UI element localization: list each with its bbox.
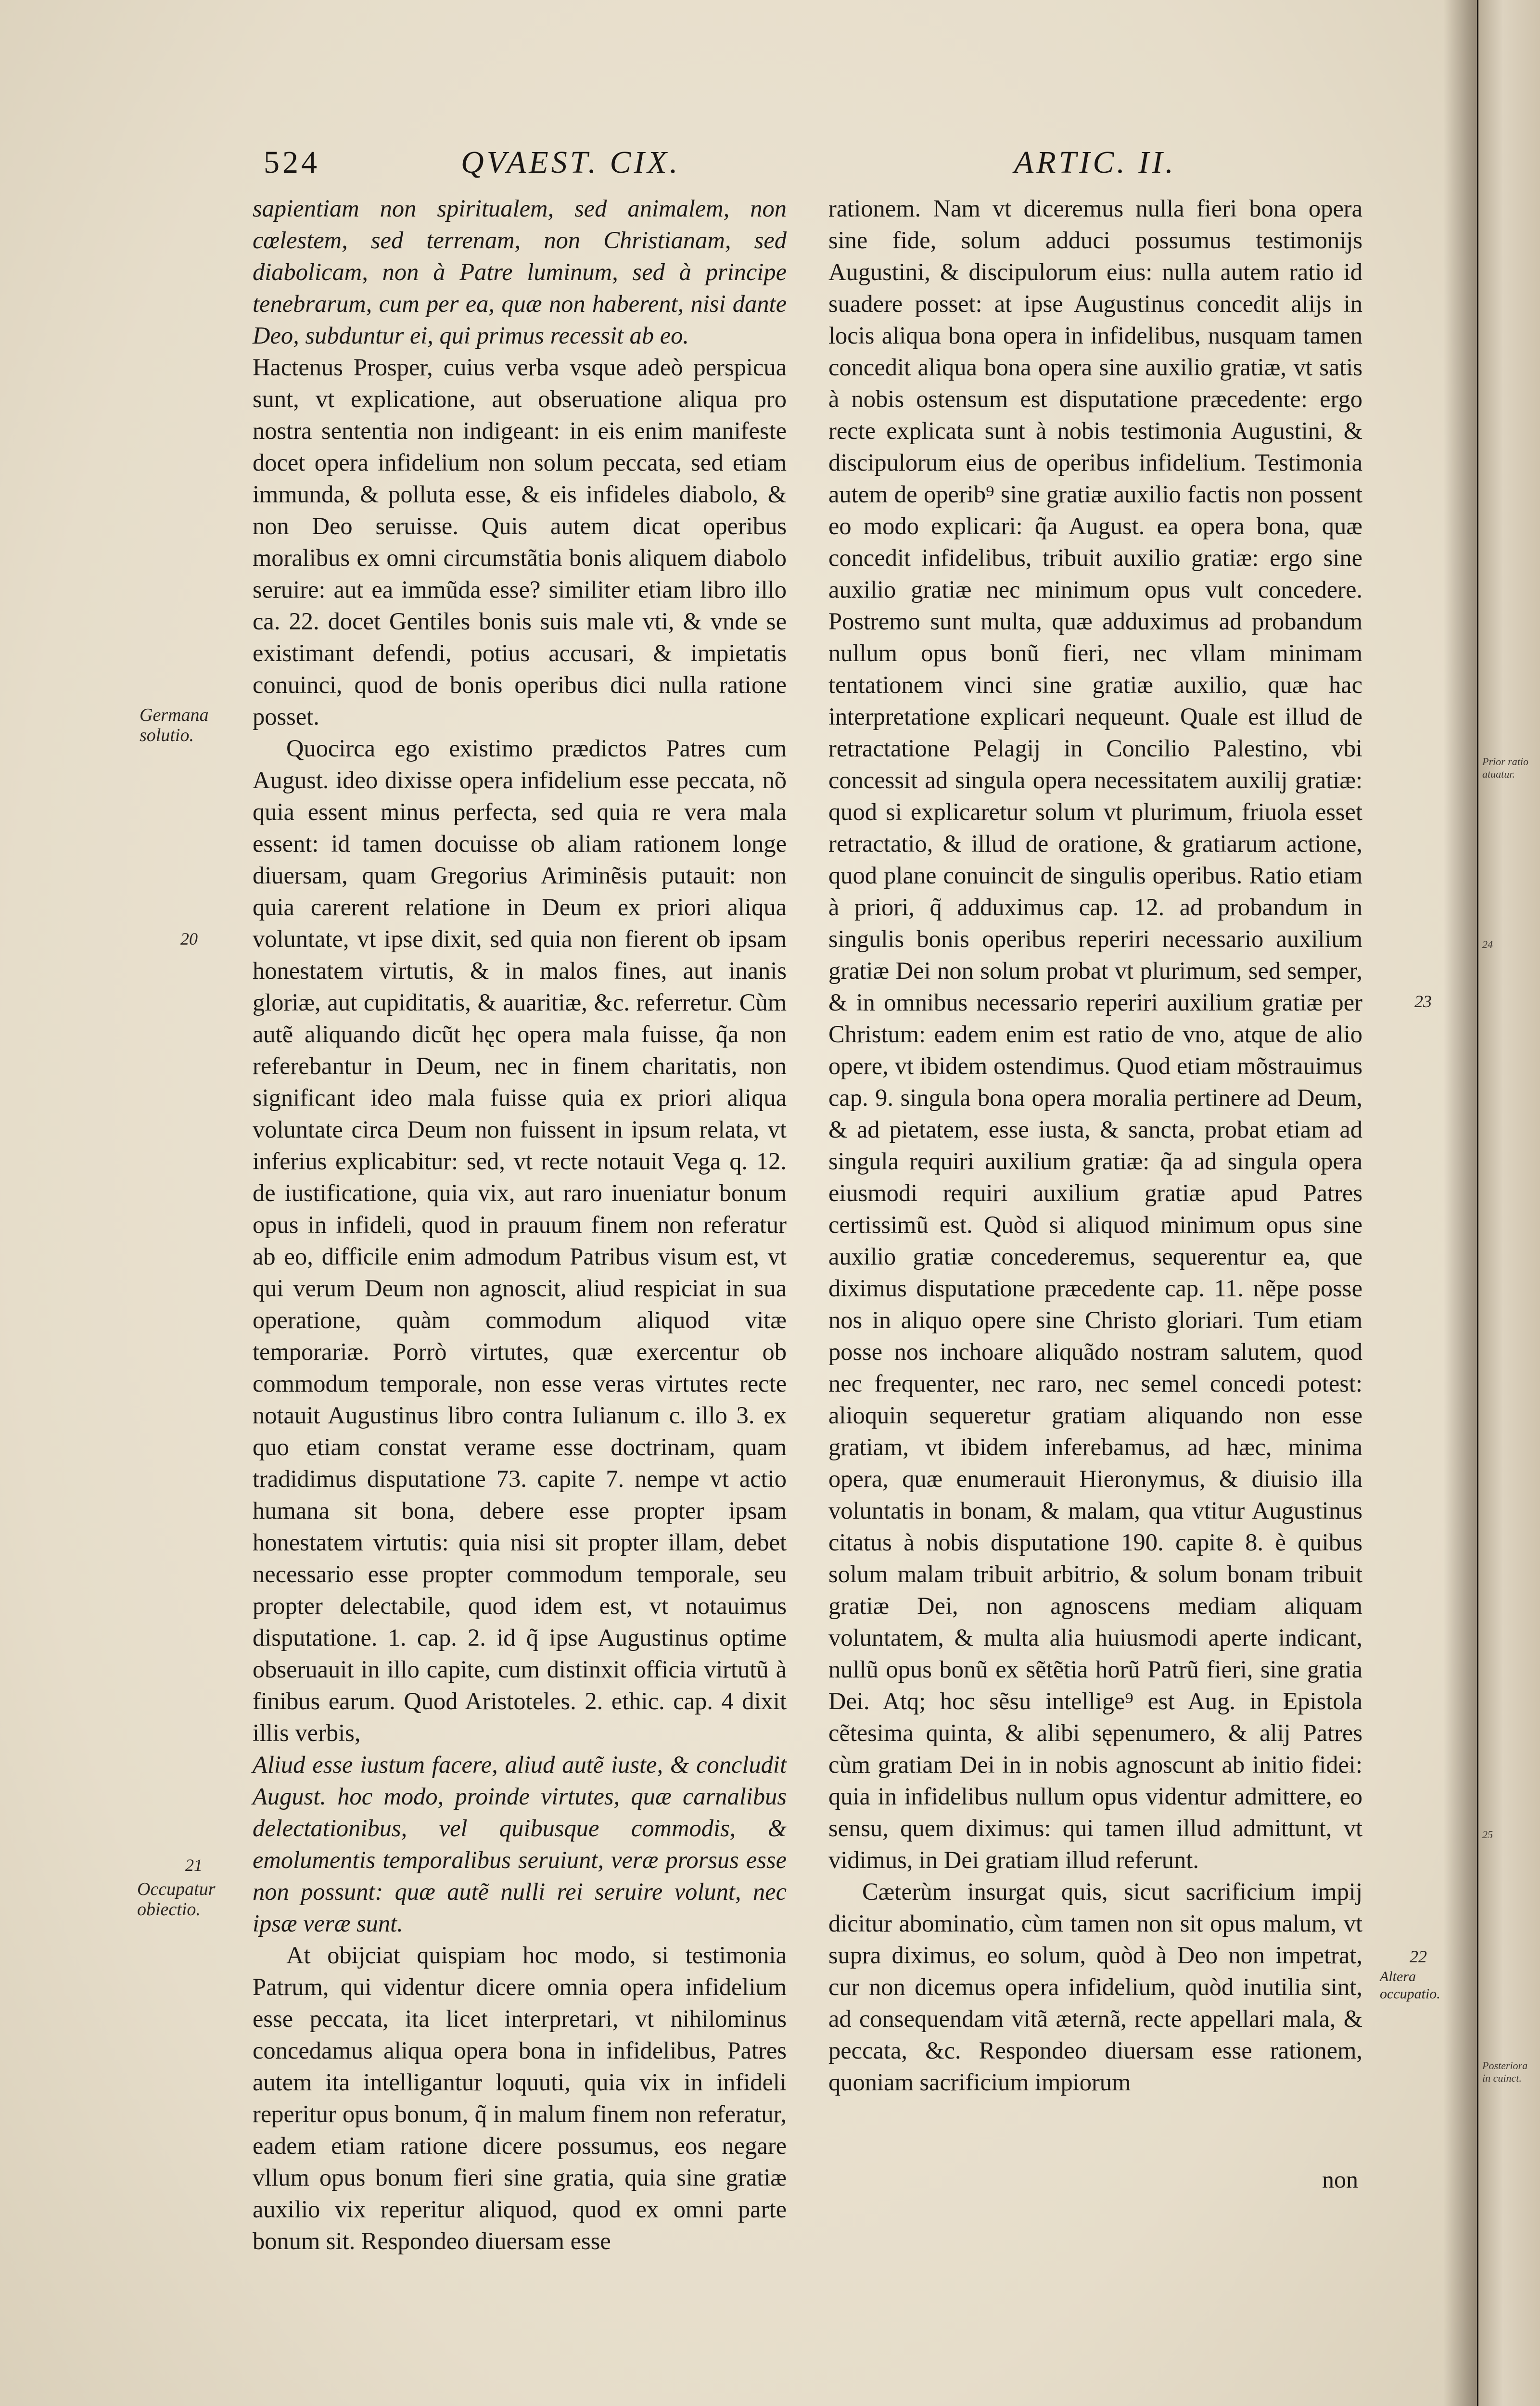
margin-number-20: 20 xyxy=(180,929,198,948)
margin-note-germana-solutio: Germana solutio. xyxy=(140,705,209,745)
paragraph: Hactenus Prosper, cuius verba vsque adeò perspicua sunt, vt explicatione, aut obseruatione aliqua pro nostra sententia non indigeant: in eis enim manifeste docet opera infidelium non solum peccata, sed etiam immunda, & polluta esse, & eis infideles diabolo, & non Deo seruisse. Quis autem dicat operibus moralibus ex omni circumstãtia bonis aliquem diabolo seruire: aut ea immũda esse? similiter etiam libro illo ca. 22. docet Gentiles bonis suis male vti, & vnde se existimant defendi, potius accusari, & impietatis conuinci, quod de bonis operibus dici nulla ratione posset. xyxy=(253,354,787,730)
paragraph: At obijciat quispiam hoc modo, si testimonia Patrum, qui videntur dicere omnia opera infidelium esse peccata, ita licet interpretari, vt nihilominus concedamus aliqua opera bona in infidelibus, Patres autem ita intelligantur loquuti, quia vix in infideli reperitur opus bonum, q̃ in malum finem non referatur, eadem etiam ratione dicere possumus, eos negare vllum opus bonum fieri sine gratia, quia sine gratiæ auxilio vix reperitur aliquod, quod ex omni parte bonum sit. Respondeo diuersam esse xyxy=(253,1942,787,2254)
paragraph: rationem. Nam vt diceremus nulla fieri bona opera sine fide, solum adduci possumus testimonijs Augustini, & discipulorum eius: nulla autem ratio id suadere posset: at ipse Augustinus concedit alijs in locis aliqua bona opera in infidelibus, nusquam tamen concedit aliqua bona opera sine auxilio gratiæ, vt satis à nobis ostensum est disputatione præcedente: ergo recte explicata sunt à nobis testimonia Augustini, & discipulorum eius de operibus infidelium. Testimonia autem de operib⁹ sine gratiæ auxilio factis non possent eo modo explicari: q̃a August. ea opera bona, quæ concedit infidelibus, tribuit auxilio gratiæ: ergo sine auxilio gratiæ nec minimum opus vult concedere. Postremo sunt multa, quæ adduximus ad probandum nullum opus bonũ fieri, nec vllam minimam tentationem vinci sine gratiæ auxilio, quæ hac interpretatione explicari nequeunt. Quale est illud de retractatione Pelagij in Concilio Palestino, vbi concessit ad singula opera necessitatem auxilij gratiæ: quod si explicaretur solum vt plurimum, friuola esset retractatio, & illud de oratione, & gratiarum actione, quod plane conuincit de singulis operibus. Ratio etiam à priori, q̃ adduximus cap. 12. ad probandum in singulis bonis operibus reperiri necessario auxilium gratiæ Dei non solum probat vt plurimum, sed semper, & in omnibus necessario reperiri auxilium gratiæ per Christum: eadem enim est ratio de vno, atque de alio opere, vt ibidem ostendimus. Quod etiam mõstrauimus cap. 9. singula bona opera moralia pertinere ad Deum, & ad pietatem, esse iusta, & sancta, probat etiam ad singula requiri auxilium gratiæ: q̃a ad singula opera eiusmodi requiri auxilium gratiæ apud Patres certissimũ est. Quòd si aliquod minimum opus sine auxilio gratiæ concederemus, sequerentur ea, que diximus disputatione præcedente cap. 11. nẽpe posse nos in aliquo opere sine Christo gloriari. Tum etiam posse nos inchoare aliquãdo nostram salutem, quod nec frequenter, nec raro, nec semel concedi potest: alioquin sequeretur gratiam aliquando non esse gratiam, vt ibidem inferebamus, ad hæc, minima opera, quæ enumerauit Hieronymus, & diuisio illa voluntatis in bonam, & malam, qua vtitur Augustinus citatus à nobis disputatione 190. capite 8. è quibus solum malam tribuit arbitrio, & solum bonam tribuit gratiæ Dei, non agnoscens mediam aliquam voluntatem, & multa alia huiusmodi aperte indicant, nullũ opus bonũ ex sẽtẽtia horũ Patrũ fieri, sine gratia Dei. Atq; hoc sẽsu intellige⁹ est Aug. in Epistola cẽtesima quinta, & alibi sępenumero, & alij Patres cùm gratiam Dei in in nobis agnoscunt ab initio fidei: quia in infidelibus nullum opus videntur admittere, eo sensu, quem diximus: qui tamen illud admittunt, vt vidimus, in Dei gratiam illud referunt. xyxy=(828,195,1362,1873)
next-page-note-b: Posteriora in cuinct. xyxy=(1482,2060,1528,2084)
paragraph: Quocirca ego existimo prædictos Patres cum August. ideo dixisse opera infidelium esse peccata, nõ quia essent minus perfecta, sed quia re vera mala essent: id tamen docuisse ob aliam rationem longe diuersam, quam Gregorius Ariminẽsis putauit: non quia carerent relatione in Deum ex priori aliqua voluntate, vt ipse dixit, sed quia non fierent ob ipsam honestatem virtutis, & in malos fines, aut inanis gloriæ, aut cupiditatis, & auaritiæ, &c. referretur. Cùm autẽ aliquando dicũt hęc opera mala fuisse, q̃a non referebantur in Deum, nec in finem charitatis, non significant ideo mala fuisse quia ex priori aliqua voluntate circa Deum non fuissent in ipsum relata, vt inferius explicabitur: sed, vt recte notauit Vega q. 12. de iustificatione, quia vix, aut raro inueniatur bonum opus in infideli, quod in prauum finem non referatur ab eo, difficile enim admodum Patribus visum est, vt qui verum Deum non agnoscit, aliud respiciat in sua operatione, quàm commodum aliquod vitæ temporariæ. Porrò virtutes, quæ exercentur ob commodum temporale, non esse veras virtutes recte notauit Augustinus libro contra Iulianum c. illo 3. ex quo etiam constat verame esse doctrinam, quam tradidimus disputatione 73. capite 7. nempe vt actio humana sit bona, debere esse propter ipsam honestatem virtutis: quia nisi sit propter illam, debet necessario esse propter commodum temporale, seu propter delectabile, quod idem est, vt notauimus disputatione. 1. cap. 2. id q̃ ipse Augustinus optime obseruauit in illo capite, cum distinxit officia virtutũ à finibus earum. Quod Aristoteles. 2. ethic. cap. 4 dixit illis verbis, xyxy=(253,735,787,1746)
page-number: 524 xyxy=(264,145,320,180)
margin-note-occupatur-obiectio: Occupatur obiectio. xyxy=(137,1879,216,1920)
article-heading: ARTIC. II. xyxy=(1014,145,1176,180)
paragraph: sapientiam non spiritualem, sed animalem, non cœlestem, sed terrenam, non Christianam, sed diabolicam, non à Patre luminum, sed à principe tenebrarum, cum per ea, quæ non haberent, nisi dante Deo, subduntur ei, qui primus recessit ab eo. xyxy=(253,195,787,349)
margin-number-21: 21 xyxy=(185,1856,203,1875)
question-heading: QVAEST. CIX. xyxy=(461,145,681,180)
running-head xyxy=(264,144,1365,197)
catchword: non xyxy=(1322,2166,1358,2193)
next-page-number-24: 24 xyxy=(1482,938,1493,950)
next-page-edge xyxy=(1477,0,1540,2406)
left-text-column xyxy=(253,192,787,2254)
right-text-column xyxy=(828,192,1362,2214)
paragraph: Cæterùm insurgat quis, sicut sacrificium impij dicitur abominatio, cùm tamen non sit opus malum, vt supra diximus, eo solum, quòd à Deo non impetrat, cur non dicemus opera infidelium, quòd inutilia sint, ad consequendam vitã æternã, recte appellari mala, & peccata, &c. Respondeo diuersam esse rationem, quoniam sacrificium impiorum xyxy=(828,1878,1362,2096)
margin-note-altera-occupatio: Altera occupatio. xyxy=(1380,1969,1440,2002)
margin-number-23: 23 xyxy=(1414,992,1432,1011)
next-page-note-a: Prior ratio atuatur. xyxy=(1482,755,1528,780)
paragraph: Aliud esse iustum facere, aliud autẽ iuste, & concludit August. hoc modo, proinde virtutes, quæ carnalibus delectationibus, vel quibusque commodis, & emolumentis temporalibus seruiunt, veræ prorsus esse non possunt: quæ autẽ nulli rei seruire volunt, nec ipsæ veræ sunt. xyxy=(253,1751,787,1937)
next-page-number-25: 25 xyxy=(1482,1829,1493,1841)
margin-number-22: 22 xyxy=(1410,1947,1427,1966)
page-gutter-shadow xyxy=(1443,0,1477,2406)
